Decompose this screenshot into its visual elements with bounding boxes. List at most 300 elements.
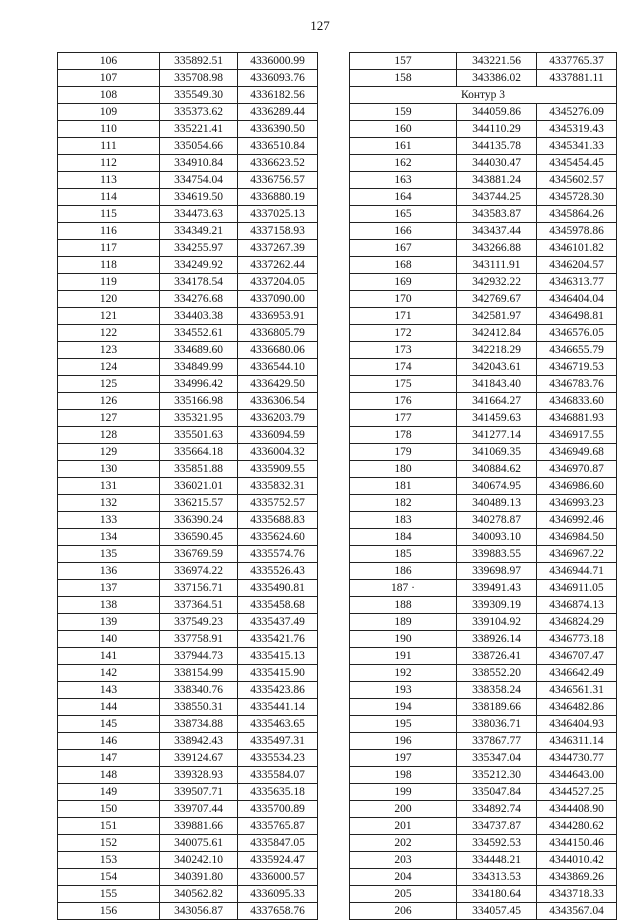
y-coordinate-cell: 4335421.76 (238, 631, 318, 648)
point-number-cell: 114 (58, 189, 160, 206)
x-coordinate-cell: 335166.98 (160, 393, 238, 410)
table-row (58, 53, 318, 70)
table-row (58, 886, 318, 903)
table-row (58, 682, 318, 699)
point-number-cell: 106 (58, 53, 160, 70)
y-coordinate-cell: 4344730.77 (537, 750, 617, 767)
y-coordinate-cell: 4337090.00 (238, 291, 318, 308)
point-number-cell: 199 (350, 784, 457, 801)
point-number-cell: 176 (350, 393, 457, 410)
point-number-cell: 183 (350, 512, 457, 529)
point-number-cell: 127 (58, 410, 160, 427)
x-coordinate-cell: 342769.67 (457, 291, 537, 308)
x-coordinate-cell: 338154.99 (160, 665, 238, 682)
table-row (350, 121, 617, 138)
table-row (58, 121, 318, 138)
y-coordinate-cell: 4336880.19 (238, 189, 318, 206)
table-row (58, 240, 318, 257)
x-coordinate-cell: 342581.97 (457, 308, 537, 325)
x-coordinate-cell: 343266.88 (457, 240, 537, 257)
y-coordinate-cell: 4346881.93 (537, 410, 617, 427)
point-number-cell: 169 (350, 274, 457, 291)
x-coordinate-cell: 343111.91 (457, 257, 537, 274)
point-number-cell: 179 (350, 444, 457, 461)
x-coordinate-cell: 334403.38 (160, 308, 238, 325)
y-coordinate-cell: 4346404.04 (537, 291, 617, 308)
point-number-cell: 132 (58, 495, 160, 512)
point-number-cell: 191 (350, 648, 457, 665)
y-coordinate-cell: 4336306.54 (238, 393, 318, 410)
table-row (350, 325, 617, 342)
table-row (58, 461, 318, 478)
table-row (350, 563, 617, 580)
point-number-cell: 136 (58, 563, 160, 580)
y-coordinate-cell: 4336953.91 (238, 308, 318, 325)
x-coordinate-cell: 339883.55 (457, 546, 537, 563)
x-coordinate-cell: 339124.67 (160, 750, 238, 767)
x-coordinate-cell: 339507.71 (160, 784, 238, 801)
y-coordinate-cell: 4346993.23 (537, 495, 617, 512)
table-row (58, 70, 318, 87)
point-number-cell: 156 (58, 903, 160, 920)
x-coordinate-cell: 343221.56 (457, 53, 537, 70)
x-coordinate-cell: 341664.27 (457, 393, 537, 410)
table-row (58, 546, 318, 563)
y-coordinate-cell: 4346874.13 (537, 597, 617, 614)
y-coordinate-cell: 4346655.79 (537, 342, 617, 359)
table-row (350, 393, 617, 410)
table-row (58, 257, 318, 274)
point-number-cell: 140 (58, 631, 160, 648)
y-coordinate-cell: 4345602.57 (537, 172, 617, 189)
y-coordinate-cell: 4346561.31 (537, 682, 617, 699)
y-coordinate-cell: 4346642.49 (537, 665, 617, 682)
y-coordinate-cell: 4335415.90 (238, 665, 318, 682)
point-number-cell: 146 (58, 733, 160, 750)
x-coordinate-cell: 342043.61 (457, 359, 537, 376)
y-coordinate-cell: 4346204.57 (537, 257, 617, 274)
point-number-cell: 151 (58, 818, 160, 835)
table-row (58, 308, 318, 325)
y-coordinate-cell: 4337881.11 (537, 70, 617, 87)
table-row (350, 784, 617, 801)
x-coordinate-cell: 334448.21 (457, 852, 537, 869)
x-coordinate-cell: 342412.84 (457, 325, 537, 342)
point-number-cell: 188 (350, 597, 457, 614)
point-number-cell: 173 (350, 342, 457, 359)
x-coordinate-cell: 342218.29 (457, 342, 537, 359)
x-coordinate-cell: 340884.62 (457, 461, 537, 478)
y-coordinate-cell: 4335415.13 (238, 648, 318, 665)
point-number-cell: 194 (350, 699, 457, 716)
table-row (58, 444, 318, 461)
x-coordinate-cell: 337156.71 (160, 580, 238, 597)
table-row (58, 478, 318, 495)
x-coordinate-cell: 340278.87 (457, 512, 537, 529)
x-coordinate-cell: 334057.45 (457, 903, 537, 920)
y-coordinate-cell: 4335441.14 (238, 699, 318, 716)
y-coordinate-cell: 4336000.57 (238, 869, 318, 886)
x-coordinate-cell: 336974.22 (160, 563, 238, 580)
point-number-cell: 143 (58, 682, 160, 699)
x-coordinate-cell: 343056.87 (160, 903, 238, 920)
y-coordinate-cell: 4336004.32 (238, 444, 318, 461)
point-number-cell: 200 (350, 801, 457, 818)
x-coordinate-cell: 336769.59 (160, 546, 238, 563)
table-row (350, 206, 617, 223)
y-coordinate-cell: 4346101.82 (537, 240, 617, 257)
y-coordinate-cell: 4345978.86 (537, 223, 617, 240)
x-coordinate-cell: 336590.45 (160, 529, 238, 546)
x-coordinate-cell: 336215.57 (160, 495, 238, 512)
point-number-cell: 154 (58, 869, 160, 886)
point-number-cell: 180 (350, 461, 457, 478)
point-number-cell: 196 (350, 733, 457, 750)
point-number-cell: 163 (350, 172, 457, 189)
table-row (58, 597, 318, 614)
coordinates-table-right (349, 52, 617, 920)
point-number-cell: 119 (58, 274, 160, 291)
table-row (350, 138, 617, 155)
point-number-cell: 152 (58, 835, 160, 852)
y-coordinate-cell: 4335765.87 (238, 818, 318, 835)
point-number-cell: 170 (350, 291, 457, 308)
point-number-cell: 201 (350, 818, 457, 835)
point-number-cell: 197 (350, 750, 457, 767)
x-coordinate-cell: 343386.02 (457, 70, 537, 87)
y-coordinate-cell: 4337158.93 (238, 223, 318, 240)
point-number-cell: 193 (350, 682, 457, 699)
table-row (350, 495, 617, 512)
point-number-cell: 182 (350, 495, 457, 512)
y-coordinate-cell: 4337262.44 (238, 257, 318, 274)
x-coordinate-cell: 341459.63 (457, 410, 537, 427)
y-coordinate-cell: 4335463.65 (238, 716, 318, 733)
x-coordinate-cell: 334313.53 (457, 869, 537, 886)
point-number-cell: 192 (350, 665, 457, 682)
y-coordinate-cell: 4336182.56 (238, 87, 318, 104)
point-number-cell: 168 (350, 257, 457, 274)
y-coordinate-cell: 4335700.89 (238, 801, 318, 818)
x-coordinate-cell: 343881.24 (457, 172, 537, 189)
x-coordinate-cell: 336390.24 (160, 512, 238, 529)
coordinates-table-right-body (350, 53, 617, 920)
table-row (350, 359, 617, 376)
y-coordinate-cell: 4346992.46 (537, 512, 617, 529)
y-coordinate-cell: 4344280.62 (537, 818, 617, 835)
y-coordinate-cell: 4336680.06 (238, 342, 318, 359)
y-coordinate-cell: 4346313.77 (537, 274, 617, 291)
x-coordinate-cell: 335321.95 (160, 410, 238, 427)
y-coordinate-cell: 4335574.76 (238, 546, 318, 563)
y-coordinate-cell: 4336544.10 (238, 359, 318, 376)
x-coordinate-cell: 337364.51 (160, 597, 238, 614)
x-coordinate-cell: 334178.54 (160, 274, 238, 291)
table-row (58, 172, 318, 189)
point-number-cell: 167 (350, 240, 457, 257)
point-number-cell: 175 (350, 376, 457, 393)
table-row (58, 563, 318, 580)
table-row (350, 546, 617, 563)
x-coordinate-cell: 340489.13 (457, 495, 537, 512)
point-number-cell: 126 (58, 393, 160, 410)
point-number-cell: 160 (350, 121, 457, 138)
x-coordinate-cell: 334276.68 (160, 291, 238, 308)
point-number-cell: 165 (350, 206, 457, 223)
x-coordinate-cell: 335501.63 (160, 427, 238, 444)
x-coordinate-cell: 344110.29 (457, 121, 537, 138)
x-coordinate-cell: 334249.92 (160, 257, 238, 274)
table-row (350, 444, 617, 461)
table-row (350, 869, 617, 886)
x-coordinate-cell: 338942.43 (160, 733, 238, 750)
table-row (350, 512, 617, 529)
y-coordinate-cell: 4345341.33 (537, 138, 617, 155)
x-coordinate-cell: 338550.31 (160, 699, 238, 716)
table-row (350, 70, 617, 87)
x-coordinate-cell: 340391.80 (160, 869, 238, 886)
y-coordinate-cell: 4346707.47 (537, 648, 617, 665)
table-row (58, 206, 318, 223)
y-coordinate-cell: 4335635.18 (238, 784, 318, 801)
x-coordinate-cell: 334849.99 (160, 359, 238, 376)
table-row (58, 733, 318, 750)
y-coordinate-cell: 4337025.13 (238, 206, 318, 223)
x-coordinate-cell: 340093.10 (457, 529, 537, 546)
x-coordinate-cell: 339328.93 (160, 767, 238, 784)
table-row (58, 631, 318, 648)
y-coordinate-cell: 4346944.71 (537, 563, 617, 580)
point-number-cell: 109 (58, 104, 160, 121)
table-row (350, 716, 617, 733)
table-row (350, 257, 617, 274)
x-coordinate-cell: 334592.53 (457, 835, 537, 852)
point-number-cell: 113 (58, 172, 160, 189)
y-coordinate-cell: 4346824.29 (537, 614, 617, 631)
point-number-cell: 186 (350, 563, 457, 580)
table-row (58, 274, 318, 291)
y-coordinate-cell: 4335458.68 (238, 597, 318, 614)
table-row (58, 291, 318, 308)
table-row (350, 291, 617, 308)
point-number-cell: 189 (350, 614, 457, 631)
y-coordinate-cell: 4346404.93 (537, 716, 617, 733)
y-coordinate-cell: 4345454.45 (537, 155, 617, 172)
table-row (58, 852, 318, 869)
point-number-cell: 164 (350, 189, 457, 206)
point-number-cell: 203 (350, 852, 457, 869)
point-number-cell: 111 (58, 138, 160, 155)
point-number-cell: 138 (58, 597, 160, 614)
table-row (58, 87, 318, 104)
table-row (350, 699, 617, 716)
x-coordinate-cell: 343583.87 (457, 206, 537, 223)
table-row (350, 172, 617, 189)
y-coordinate-cell: 4336289.44 (238, 104, 318, 121)
y-coordinate-cell: 4336805.79 (238, 325, 318, 342)
y-coordinate-cell: 4335423.86 (238, 682, 318, 699)
table-row (350, 478, 617, 495)
x-coordinate-cell: 339309.19 (457, 597, 537, 614)
y-coordinate-cell: 4335490.81 (238, 580, 318, 597)
point-number-cell: 129 (58, 444, 160, 461)
y-coordinate-cell: 4337204.05 (238, 274, 318, 291)
point-number-cell: 184 (350, 529, 457, 546)
point-number-cell: 190 (350, 631, 457, 648)
x-coordinate-cell: 344059.86 (457, 104, 537, 121)
table-row (350, 410, 617, 427)
point-number-cell: 125 (58, 376, 160, 393)
x-coordinate-cell: 334689.60 (160, 342, 238, 359)
x-coordinate-cell: 338036.71 (457, 716, 537, 733)
y-coordinate-cell: 4346482.86 (537, 699, 617, 716)
table-row (350, 835, 617, 852)
point-number-cell: 112 (58, 155, 160, 172)
table-row (350, 665, 617, 682)
y-coordinate-cell: 4336000.99 (238, 53, 318, 70)
table-row (350, 818, 617, 835)
x-coordinate-cell: 337758.91 (160, 631, 238, 648)
table-row (350, 274, 617, 291)
table-row (350, 104, 617, 121)
table-row (58, 155, 318, 172)
y-coordinate-cell: 4336510.84 (238, 138, 318, 155)
x-coordinate-cell: 334349.21 (160, 223, 238, 240)
point-number-cell: 171 (350, 308, 457, 325)
table-row (58, 665, 318, 682)
y-coordinate-cell: 4335752.57 (238, 495, 318, 512)
x-coordinate-cell: 334754.04 (160, 172, 238, 189)
y-coordinate-cell: 4337765.37 (537, 53, 617, 70)
point-number-cell: 185 (350, 546, 457, 563)
y-coordinate-cell: 4346970.87 (537, 461, 617, 478)
y-coordinate-cell: 4336094.59 (238, 427, 318, 444)
point-number-cell: 121 (58, 308, 160, 325)
y-coordinate-cell: 4345864.26 (537, 206, 617, 223)
y-coordinate-cell: 4336203.79 (238, 410, 318, 427)
y-coordinate-cell: 4335437.49 (238, 614, 318, 631)
y-coordinate-cell: 4335688.83 (238, 512, 318, 529)
y-coordinate-cell: 4346773.18 (537, 631, 617, 648)
y-coordinate-cell: 4343869.26 (537, 869, 617, 886)
point-number-cell: 134 (58, 529, 160, 546)
section-row (350, 87, 617, 104)
table-row (350, 631, 617, 648)
x-coordinate-cell: 334996.42 (160, 376, 238, 393)
table-row (58, 325, 318, 342)
point-number-cell: 118 (58, 257, 160, 274)
table-row (58, 614, 318, 631)
table-row (58, 512, 318, 529)
point-number-cell: 122 (58, 325, 160, 342)
table-row (350, 597, 617, 614)
y-coordinate-cell: 4346783.76 (537, 376, 617, 393)
x-coordinate-cell: 335708.98 (160, 70, 238, 87)
point-number-cell: 137 (58, 580, 160, 597)
table-row (350, 580, 617, 597)
point-number-cell: 148 (58, 767, 160, 784)
table-row (350, 461, 617, 478)
table-row (58, 427, 318, 444)
y-coordinate-cell: 4346833.60 (537, 393, 617, 410)
table-row (350, 886, 617, 903)
table-row (350, 53, 617, 70)
x-coordinate-cell: 335549.30 (160, 87, 238, 104)
x-coordinate-cell: 335054.66 (160, 138, 238, 155)
x-coordinate-cell: 340075.61 (160, 835, 238, 852)
table-row (350, 767, 617, 784)
point-number-cell: 108 (58, 87, 160, 104)
point-number-cell: 187 · (350, 580, 457, 597)
x-coordinate-cell: 335373.62 (160, 104, 238, 121)
table-row (58, 580, 318, 597)
y-coordinate-cell: 4344150.46 (537, 835, 617, 852)
y-coordinate-cell: 4346311.14 (537, 733, 617, 750)
point-number-cell: 144 (58, 699, 160, 716)
x-coordinate-cell: 339491.43 (457, 580, 537, 597)
y-coordinate-cell: 4336429.50 (238, 376, 318, 393)
point-number-cell: 131 (58, 478, 160, 495)
table-row (58, 189, 318, 206)
y-coordinate-cell: 4344408.90 (537, 801, 617, 818)
table-row (350, 733, 617, 750)
x-coordinate-cell: 337867.77 (457, 733, 537, 750)
point-number-cell: 107 (58, 70, 160, 87)
x-coordinate-cell: 344030.47 (457, 155, 537, 172)
x-coordinate-cell: 338552.20 (457, 665, 537, 682)
table-row (58, 750, 318, 767)
point-number-cell: 202 (350, 835, 457, 852)
x-coordinate-cell: 335047.84 (457, 784, 537, 801)
x-coordinate-cell: 334892.74 (457, 801, 537, 818)
table-row (58, 359, 318, 376)
table-row (58, 529, 318, 546)
point-number-cell: 155 (58, 886, 160, 903)
y-coordinate-cell: 4343718.33 (537, 886, 617, 903)
table-row (350, 223, 617, 240)
table-row (58, 648, 318, 665)
y-coordinate-cell: 4346984.50 (537, 529, 617, 546)
table-row (58, 716, 318, 733)
y-coordinate-cell: 4346949.68 (537, 444, 617, 461)
table-row (58, 903, 318, 920)
x-coordinate-cell: 339698.97 (457, 563, 537, 580)
point-number-cell: 142 (58, 665, 160, 682)
y-coordinate-cell: 4335847.05 (238, 835, 318, 852)
table-row (350, 648, 617, 665)
point-number-cell: 135 (58, 546, 160, 563)
table-row (350, 852, 617, 869)
point-number-cell: 133 (58, 512, 160, 529)
point-number-cell: 130 (58, 461, 160, 478)
x-coordinate-cell: 335664.18 (160, 444, 238, 461)
y-coordinate-cell: 4337658.76 (238, 903, 318, 920)
table-row (58, 342, 318, 359)
table-row (58, 376, 318, 393)
x-coordinate-cell: 335892.51 (160, 53, 238, 70)
y-coordinate-cell: 4337267.39 (238, 240, 318, 257)
coordinates-table-left-body (58, 53, 318, 920)
point-number-cell: 206 (350, 903, 457, 920)
table-row (350, 427, 617, 444)
table-row (58, 784, 318, 801)
x-coordinate-cell: 335347.04 (457, 750, 537, 767)
x-coordinate-cell: 334910.84 (160, 155, 238, 172)
y-coordinate-cell: 4344643.00 (537, 767, 617, 784)
x-coordinate-cell: 335212.30 (457, 767, 537, 784)
point-number-cell: 115 (58, 206, 160, 223)
y-coordinate-cell: 4343567.04 (537, 903, 617, 920)
